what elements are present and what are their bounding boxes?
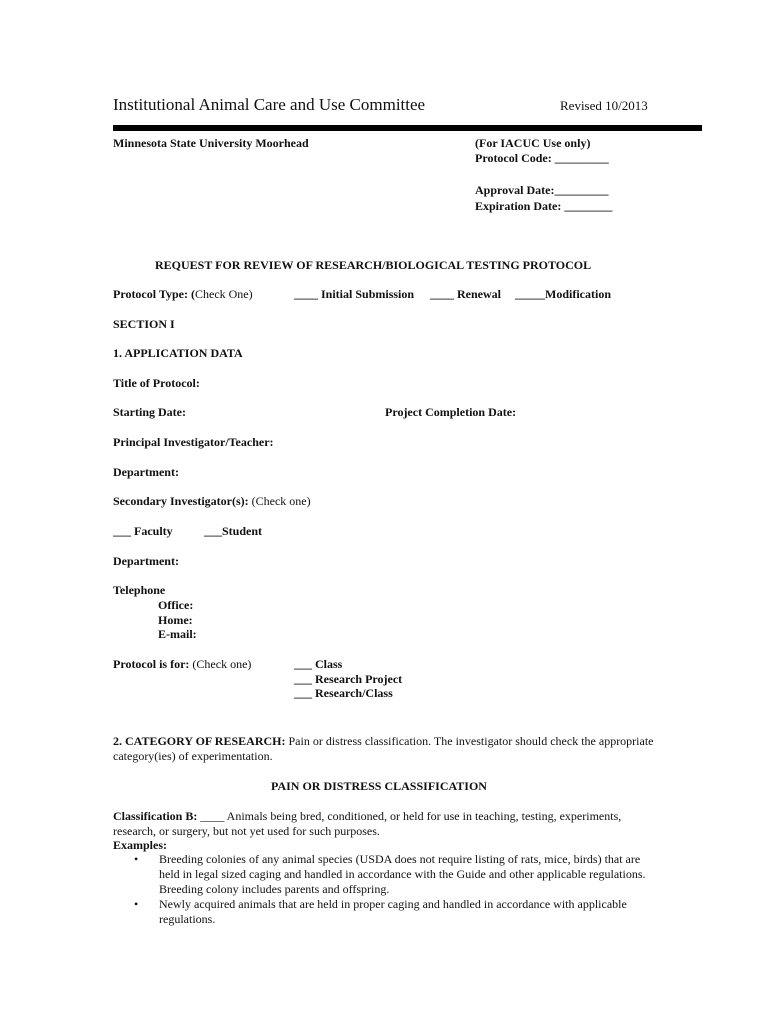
iacuc-use-label: (For IACUC Use only) <box>475 136 591 150</box>
modification-option: _____Modification <box>515 287 611 301</box>
renewal-option: ____ Renewal <box>430 287 501 301</box>
committee-title: Institutional Animal Care and Use Committee <box>113 95 426 114</box>
classification-b-label: Classification B: <box>113 809 198 823</box>
research-class-option: ___ Research/Class <box>294 686 393 700</box>
examples-list <box>113 852 658 927</box>
request-title: REQUEST FOR REVIEW OF RESEARCH/BIOLOGICAL TESTING PROTOCOL <box>155 258 592 272</box>
approval-date-field: Approval Date:_________ <box>475 183 609 197</box>
list-item <box>113 897 658 927</box>
title-of-protocol-label: Title of Protocol: <box>113 376 200 390</box>
category-heading: 2. CATEGORY OF RESEARCH: <box>113 734 286 748</box>
category-text: Pain or distress classification. The investigator should check the appropriate category(ies) of experimentation. <box>113 734 654 763</box>
principal-investigator-label: Principal Investigator/Teacher: <box>113 435 274 449</box>
research-project-option: ___ Research Project <box>294 672 403 686</box>
faculty-option: ___ Faculty <box>113 524 173 538</box>
pain-classification-heading: PAIN OR DISTRESS CLASSIFICATION <box>271 779 487 793</box>
category-paragraph <box>113 734 658 764</box>
bullet-icon: • <box>134 852 139 866</box>
class-option: ___ Class <box>294 657 343 671</box>
office-phone-label: Office: <box>158 598 194 612</box>
home-phone-label: Home: <box>158 613 193 627</box>
project-completion-date-label: Project Completion Date: <box>385 405 517 419</box>
bullet-icon: • <box>134 897 139 911</box>
examples-label: Examples: <box>113 838 167 852</box>
revised-date: Revised 10/2013 <box>560 98 648 113</box>
department-label: Department: <box>113 465 179 479</box>
protocol-type-hint: Check One) <box>194 287 253 301</box>
initial-submission-option: ____ Initial Submission <box>294 287 415 301</box>
secondary-investigator-label: Secondary Investigator(s): <box>113 494 249 508</box>
header-rule <box>113 125 702 131</box>
example-text: Newly acquired animals that are held in proper caging and handled in accordance with applicable regulations. <box>159 897 627 926</box>
protocol-for-label: Protocol is for: <box>113 657 190 671</box>
student-option: ___Student <box>204 524 263 538</box>
example-text: Breeding colonies of any animal species (USDA does not require listing of rats, mice, birds) that are held in legal sized caging and handled in accordance with the Guide and other applicable regulations. Breeding colony includes parents and offspring. <box>159 852 646 896</box>
expiration-date-field: Expiration Date: ________ <box>475 199 613 213</box>
protocol-type-row <box>113 287 253 302</box>
protocol-for-row <box>113 657 251 672</box>
email-label: E-mail: <box>158 627 197 641</box>
protocol-type-label: Protocol Type: ( <box>113 287 195 301</box>
section-heading: SECTION I <box>113 317 175 331</box>
university-name: Minnesota State University Moorhead <box>113 136 309 150</box>
protocol-for-hint: (Check one) <box>192 657 252 671</box>
classification-b-text: ____ Animals being bred, conditioned, or held for use in teaching, testing, experiments, research, or surgery, but not yet used for such purposes. <box>113 809 622 838</box>
application-data-heading: 1. APPLICATION DATA <box>113 346 243 360</box>
department-label-secondary: Department: <box>113 554 179 568</box>
list-item <box>113 852 658 897</box>
classification-b-paragraph <box>113 809 658 839</box>
secondary-investigator-row <box>113 494 311 509</box>
starting-date-label: Starting Date: <box>113 405 186 419</box>
telephone-label: Telephone <box>113 583 166 597</box>
secondary-investigator-hint: (Check one) <box>251 494 311 508</box>
protocol-code-field: Protocol Code: _________ <box>475 151 609 165</box>
